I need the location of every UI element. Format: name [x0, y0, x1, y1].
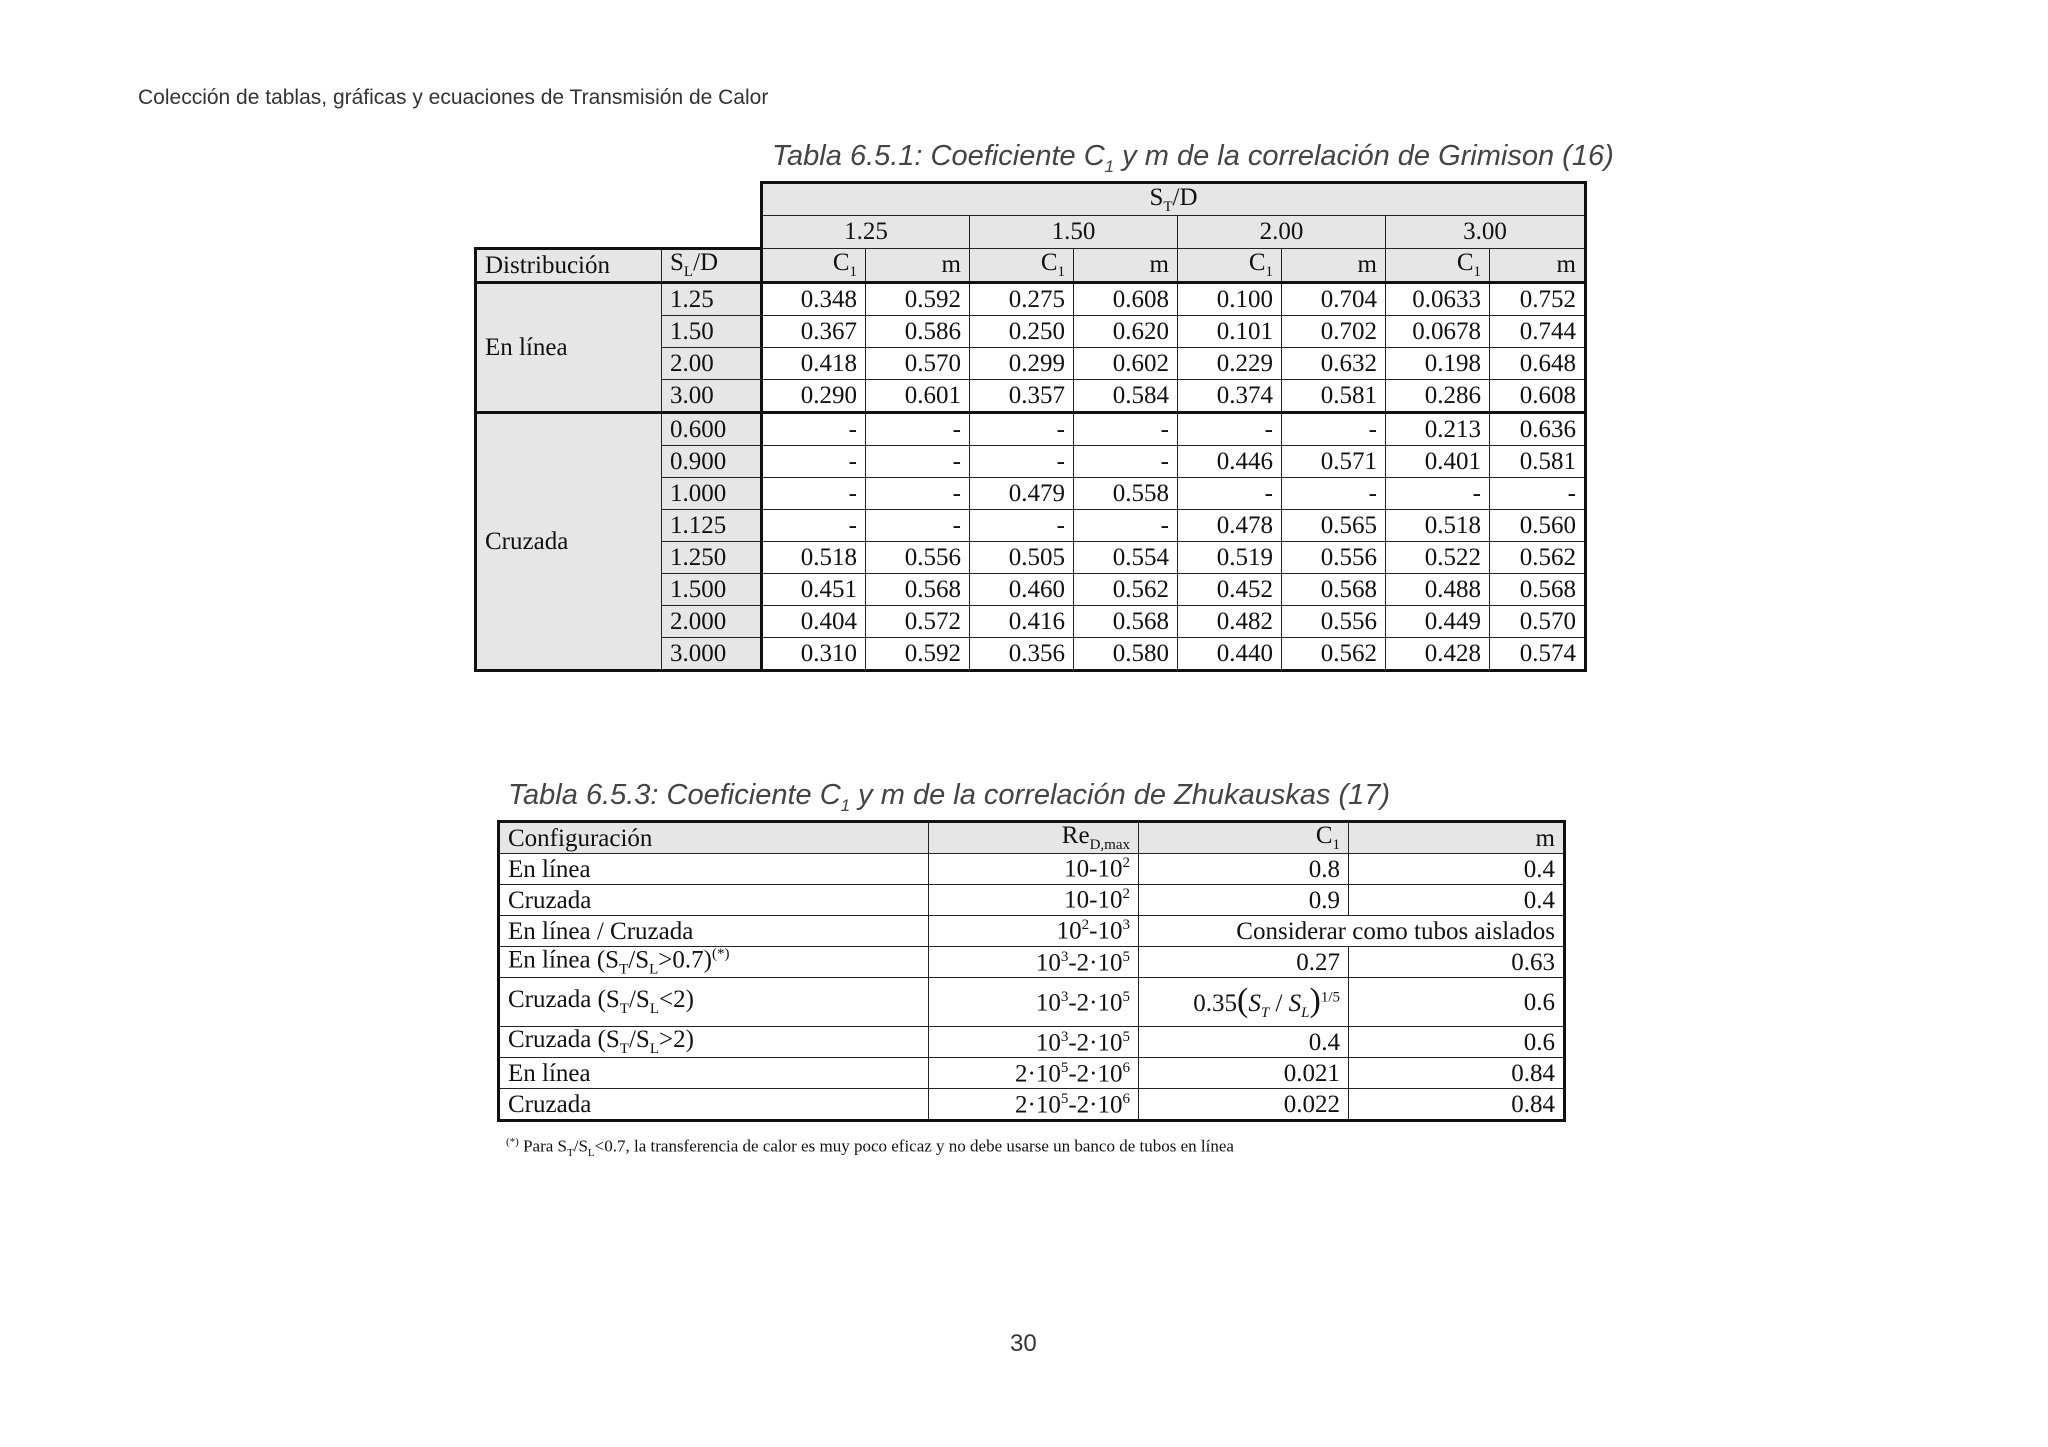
table-row [499, 854, 1565, 885]
m-value-cell: 0.568 [1074, 605, 1178, 637]
c1-value-cell: 0.482 [1178, 605, 1282, 637]
re-cell: $10^2-10^3$ [929, 916, 1139, 947]
c1-value-cell: - [1178, 477, 1282, 509]
note-cell: Considerar como tubos aislados [1139, 916, 1565, 947]
c1-header: $C_1$ [1139, 822, 1349, 854]
c1-value-cell: 0.449 [1386, 605, 1490, 637]
st-value: 1.50 [970, 216, 1178, 249]
re-cell: $10^3-2\cdot 10^5$ [929, 947, 1139, 978]
config-header: Configuración [499, 822, 929, 854]
st-d-header: $S_T/D$ [762, 183, 1586, 216]
m-value-cell: 0.558 [1074, 477, 1178, 509]
config-cell: En línea / Cruzada [499, 916, 929, 947]
st-value: 1.25 [762, 216, 970, 249]
config-cell: Cruzada [499, 885, 929, 916]
m-header: m [1282, 248, 1386, 282]
c1-value-cell: 0.522 [1386, 541, 1490, 573]
m-cell: 0.84 [1349, 1089, 1565, 1121]
config-cell: En línea [499, 854, 929, 885]
c1-value-cell: - [1386, 477, 1490, 509]
re-cell: $2\cdot 10^5-2\cdot 10^6$ [929, 1058, 1139, 1089]
m-value-cell: 0.636 [1490, 412, 1586, 445]
page-number: 30 [1010, 1330, 1037, 1357]
re-cell: $10-10^2$ [929, 854, 1139, 885]
c1-value-cell: - [762, 477, 866, 509]
m-cell: 0.63 [1349, 947, 1565, 978]
c1-value-cell: 0.348 [762, 282, 866, 315]
m-value-cell: 0.556 [1282, 541, 1386, 573]
c1-value-cell: 0.519 [1178, 541, 1282, 573]
c1-value-cell: - [1178, 412, 1282, 445]
m-value-cell: - [1074, 412, 1178, 445]
table-row [476, 282, 1586, 315]
sl-d-cell: 2.00 [662, 347, 762, 379]
grimison-table [474, 181, 1587, 672]
m-value-cell: - [1490, 477, 1586, 509]
m-value-cell: 0.568 [866, 573, 970, 605]
m-value-cell: 0.568 [1282, 573, 1386, 605]
c1-value-cell: 0.478 [1178, 509, 1282, 541]
c1-value-cell: 0.505 [970, 541, 1074, 573]
config-cell: Cruzada $(S_T/S_L<2)$ [499, 978, 929, 1027]
c1-value-cell: 0.440 [1178, 637, 1282, 670]
m-value-cell: 0.562 [1074, 573, 1178, 605]
m-cell: 0.6 [1349, 1027, 1565, 1058]
c1-cell: 0.8 [1139, 854, 1349, 885]
c1-value-cell: 0.356 [970, 637, 1074, 670]
m-value-cell: - [866, 412, 970, 445]
m-value-cell: 0.602 [1074, 347, 1178, 379]
c1-value-cell: 0.357 [970, 379, 1074, 412]
c1-value-cell: - [970, 412, 1074, 445]
c1-header: $C_1$ [762, 248, 866, 282]
sl-d-cell: 1.000 [662, 477, 762, 509]
config-cell: Cruzada [499, 1089, 929, 1121]
sl-d-cell: 1.250 [662, 541, 762, 573]
m-value-cell: - [866, 509, 970, 541]
c1-value-cell: 0.101 [1178, 315, 1282, 347]
c1-value-cell: - [762, 509, 866, 541]
c1-value-cell: 0.452 [1178, 573, 1282, 605]
m-value-cell: - [1282, 477, 1386, 509]
m-header: m [866, 248, 970, 282]
c1-value-cell: 0.275 [970, 282, 1074, 315]
m-value-cell: - [1282, 412, 1386, 445]
sl-d-cell: 0.600 [662, 412, 762, 445]
distribution-group-cell: Cruzada [476, 412, 662, 670]
m-value-cell: 0.562 [1490, 541, 1586, 573]
c1-value-cell: 0.418 [762, 347, 866, 379]
m-value-cell: 0.586 [866, 315, 970, 347]
cruzada-group [476, 412, 1586, 670]
c1-header: $C_1$ [1386, 248, 1490, 282]
c1-cell: 0.022 [1139, 1089, 1349, 1121]
table-row [499, 1089, 1565, 1121]
table-row [499, 1027, 1565, 1058]
m-value-cell: 0.556 [1282, 605, 1386, 637]
m-value-cell: 0.570 [1490, 605, 1586, 637]
m-value-cell: 0.571 [1282, 445, 1386, 477]
config-cell: En línea [499, 1058, 929, 1089]
sl-d-cell: 3.000 [662, 637, 762, 670]
zhukauskas-table [497, 820, 1566, 1122]
c1-value-cell: 0.367 [762, 315, 866, 347]
m-header: m [1349, 822, 1565, 854]
c1-value-cell: 0.198 [1386, 347, 1490, 379]
c1-value-cell: 0.374 [1178, 379, 1282, 412]
c1-value-cell: 0.428 [1386, 637, 1490, 670]
m-cell: 0.6 [1349, 978, 1565, 1027]
table-row [499, 1058, 1565, 1089]
table-row [499, 947, 1565, 978]
config-cell: En línea $(S_T/S_L>0.7)^{(*)}$ [499, 947, 929, 978]
c1-value-cell: 0.310 [762, 637, 866, 670]
c1-value-cell: 0.213 [1386, 412, 1490, 445]
m-value-cell: 0.580 [1074, 637, 1178, 670]
c1-value-cell: 0.488 [1386, 573, 1490, 605]
c1-value-cell: 0.0678 [1386, 315, 1490, 347]
c1-header: $C_1$ [970, 248, 1074, 282]
c1-value-cell: 0.460 [970, 573, 1074, 605]
m-value-cell: 0.584 [1074, 379, 1178, 412]
m-value-cell: 0.601 [866, 379, 970, 412]
m-value-cell: - [1074, 509, 1178, 541]
c1-value-cell: 0.250 [970, 315, 1074, 347]
m-value-cell: 0.574 [1490, 637, 1586, 670]
c1-cell: 0.021 [1139, 1058, 1349, 1089]
sl-d-cell: 1.125 [662, 509, 762, 541]
running-header: Colección de tablas, gráficas y ecuaciones de Transmisión de Calor [138, 86, 769, 109]
c1-value-cell: 0.416 [970, 605, 1074, 637]
sl-d-cell: 2.000 [662, 605, 762, 637]
c1-value-cell: 0.401 [1386, 445, 1490, 477]
re-cell: $10^3-2\cdot 10^5$ [929, 978, 1139, 1027]
m-value-cell: 0.592 [866, 282, 970, 315]
m-value-cell: 0.592 [866, 637, 970, 670]
m-value-cell: 0.572 [866, 605, 970, 637]
m-value-cell: 0.744 [1490, 315, 1586, 347]
m-value-cell: 0.608 [1490, 379, 1586, 412]
m-cell: 0.4 [1349, 854, 1565, 885]
c1-value-cell: 0.518 [762, 541, 866, 573]
distribucion-header: Distribución [476, 248, 662, 282]
c1-value-cell: 0.0633 [1386, 282, 1490, 315]
table1-caption: Tabla 6.5.1: Coeficiente $C_1$ y m de la correlación de Grimison (16) [772, 140, 1614, 176]
m-value-cell: 0.581 [1282, 379, 1386, 412]
sl-d-cell: 3.00 [662, 379, 762, 412]
m-value-cell: 0.648 [1490, 347, 1586, 379]
c1-value-cell: 0.479 [970, 477, 1074, 509]
m-value-cell: - [866, 477, 970, 509]
c1-value-cell: 0.100 [1178, 282, 1282, 315]
table-row [476, 412, 1586, 445]
c1-value-cell: - [762, 445, 866, 477]
config-cell: Cruzada $(S_T/S_L>2)$ [499, 1027, 929, 1058]
m-value-cell: 0.556 [866, 541, 970, 573]
m-value-cell: 0.581 [1490, 445, 1586, 477]
st-value: 3.00 [1386, 216, 1586, 249]
m-value-cell: 0.608 [1074, 282, 1178, 315]
m-value-cell: 0.560 [1490, 509, 1586, 541]
st-value: 2.00 [1178, 216, 1386, 249]
m-value-cell: 0.704 [1282, 282, 1386, 315]
m-value-cell: 0.620 [1074, 315, 1178, 347]
m-value-cell: 0.554 [1074, 541, 1178, 573]
enlinea-group [476, 282, 1586, 412]
table2-footnote: (*) Para $S_T/S_L<0.7$, la transferencia de calor es muy poco eficaz y no debe usarse un banco de tubos en línea [506, 1136, 1234, 1160]
sl-d-cell: 0.900 [662, 445, 762, 477]
m-value-cell: 0.702 [1282, 315, 1386, 347]
distribution-group-cell: En línea [476, 282, 662, 412]
c1-value-cell: 0.404 [762, 605, 866, 637]
c1-cell: 0.9 [1139, 885, 1349, 916]
c1-cell: 0.27 [1139, 947, 1349, 978]
c1-value-cell: - [970, 445, 1074, 477]
m-value-cell: 0.562 [1282, 637, 1386, 670]
sl-d-cell: 1.500 [662, 573, 762, 605]
c1-value-cell: - [970, 509, 1074, 541]
table-row [499, 885, 1565, 916]
m-value-cell: - [866, 445, 970, 477]
c1-value-cell: 0.518 [1386, 509, 1490, 541]
re-cell: $2\cdot 10^5-2\cdot 10^6$ [929, 1089, 1139, 1121]
m-cell: 0.84 [1349, 1058, 1565, 1089]
c1-value-cell: 0.451 [762, 573, 866, 605]
c1-value-cell: 0.286 [1386, 379, 1490, 412]
m-cell: 0.4 [1349, 885, 1565, 916]
m-value-cell: 0.570 [866, 347, 970, 379]
re-header: $Re_{D,max}$ [929, 822, 1139, 854]
c1-header: $C_1$ [1178, 248, 1282, 282]
m-header: m [1074, 248, 1178, 282]
table2-caption: Tabla 6.5.3: Coeficiente $C_1$ y m de la correlación de Zhukauskas (17) [508, 779, 1391, 815]
m-value-cell: 0.632 [1282, 347, 1386, 379]
table-row [499, 978, 1565, 1027]
sl-d-header: $S_L/D$ [662, 248, 762, 282]
m-value-cell: - [1074, 445, 1178, 477]
c1-value-cell: 0.299 [970, 347, 1074, 379]
c1-formula-cell: $0.35(S_T / S_L)^{1/5}$ [1139, 978, 1349, 1027]
m-value-cell: 0.565 [1282, 509, 1386, 541]
sl-d-cell: 1.50 [662, 315, 762, 347]
m-header: m [1490, 248, 1586, 282]
table-row [499, 916, 1565, 947]
c1-value-cell: - [762, 412, 866, 445]
c1-value-cell: 0.290 [762, 379, 866, 412]
m-value-cell: 0.752 [1490, 282, 1586, 315]
c1-value-cell: 0.229 [1178, 347, 1282, 379]
c1-value-cell: 0.446 [1178, 445, 1282, 477]
sl-d-cell: 1.25 [662, 282, 762, 315]
c1-cell: 0.4 [1139, 1027, 1349, 1058]
re-cell: $10^3-2\cdot 10^5$ [929, 1027, 1139, 1058]
m-value-cell: 0.568 [1490, 573, 1586, 605]
re-cell: $10-10^2$ [929, 885, 1139, 916]
